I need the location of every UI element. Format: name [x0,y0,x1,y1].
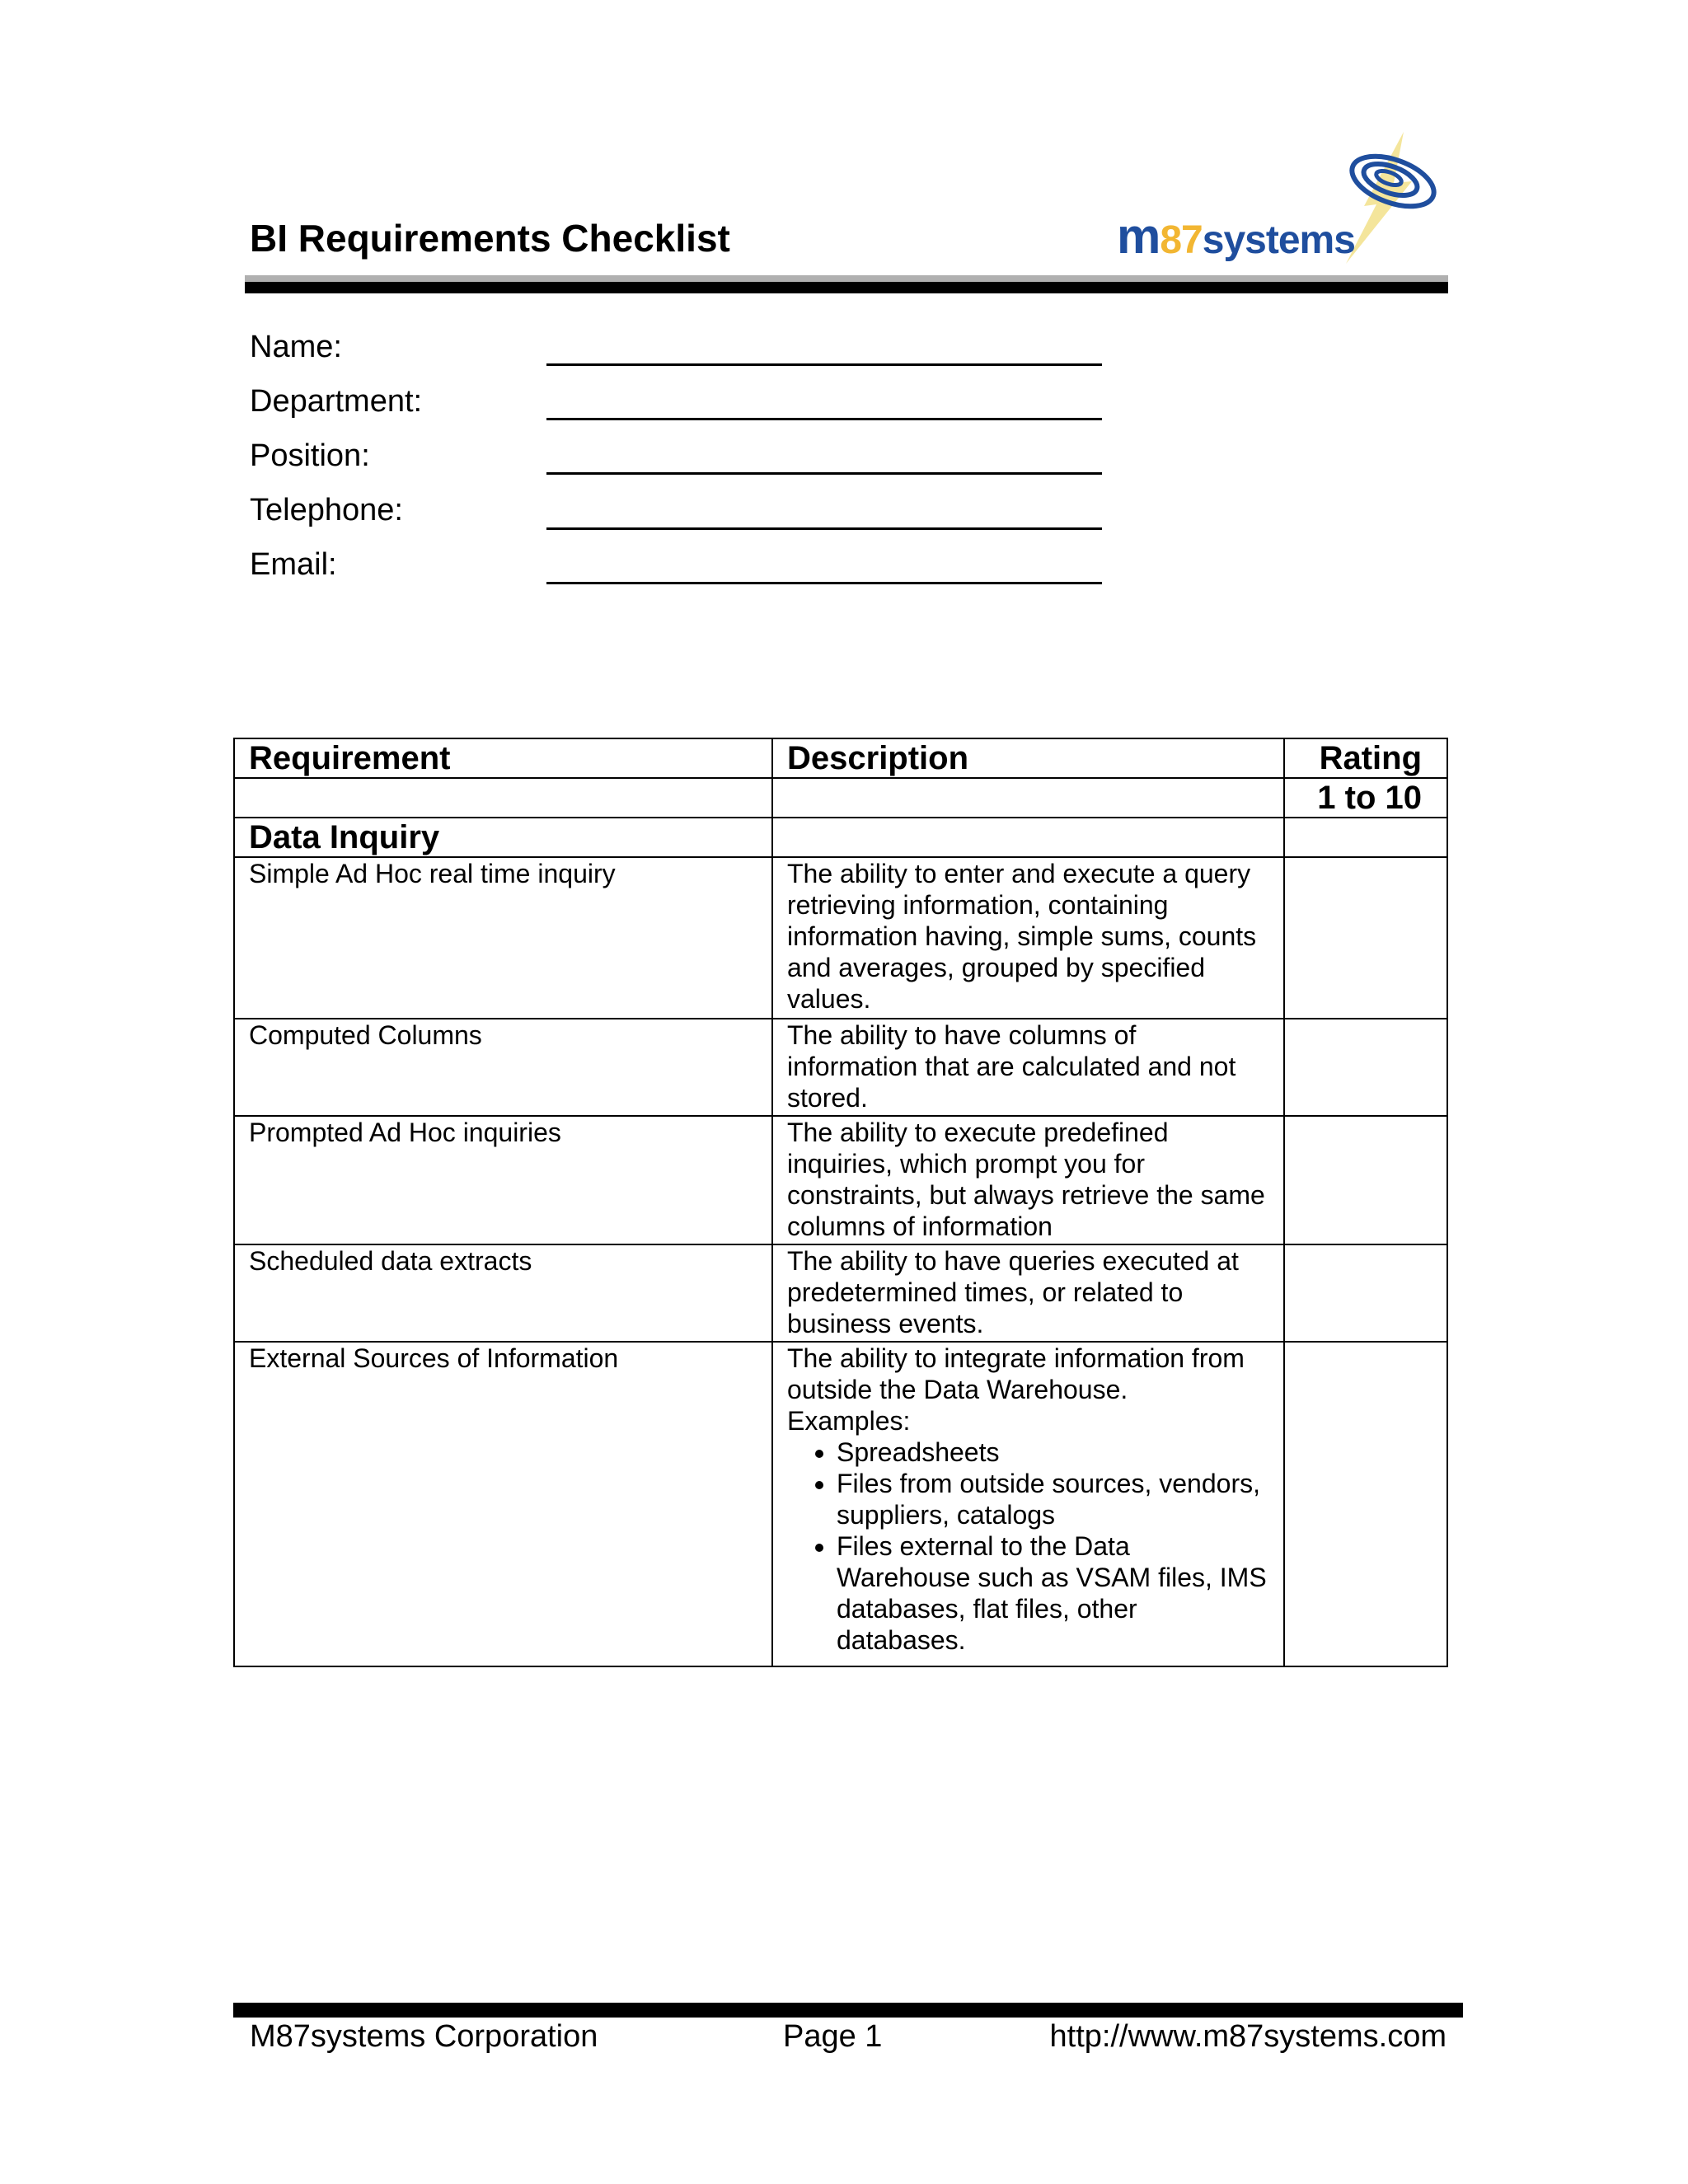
table-row [234,1342,1447,1666]
table-row [234,1019,1447,1116]
description-cell [772,1342,1284,1666]
requirement-cell: Scheduled data extracts [234,1244,772,1342]
rating-cell[interactable] [1284,1244,1447,1342]
table-cell [234,778,772,818]
logo-wordmark [1117,208,1355,265]
description-cell: The ability to execute predefined inquiries, which prompt you for constraints, but always retrieve the same columns of information [772,1116,1284,1244]
table-cell [772,818,1284,857]
list-item: • Files from outside sources, vendors, suppliers, catalogs [837,1468,1270,1530]
table-row [234,857,1447,1019]
examples-label: Examples: [787,1406,911,1436]
logo-systems: systems [1202,218,1355,262]
position-field[interactable] [546,472,1102,475]
section-title: Data Inquiry [234,818,772,857]
table-row [234,1244,1447,1342]
name-field[interactable] [546,363,1102,366]
document-title: BI Requirements Checklist [250,217,730,260]
department-label: Department: [250,384,423,419]
footer-company: M87systems Corporation [250,2019,598,2054]
rating-cell[interactable] [1284,1116,1447,1244]
table-cell [772,778,1284,818]
m87systems-logo [1117,132,1438,264]
table-header-row [234,738,1447,778]
rating-scale-header: 1 to 10 [1284,778,1447,818]
email-label: Email: [250,547,337,582]
header-rule [245,282,1448,293]
department-field[interactable] [546,418,1102,420]
description-text: The ability to integrate information from outside the Data Warehouse. [787,1343,1245,1404]
requirement-header: Requirement [234,738,772,778]
list-item: • Files external to the Data Warehouse such as VSAM files, IMS databases, flat files, other databases. [837,1530,1270,1656]
rating-cell[interactable] [1284,857,1447,1019]
requirements-table [233,738,1448,1667]
description-cell: The ability to have queries executed at predetermined times, or related to business events. [772,1244,1284,1342]
list-item: • Spreadsheets [837,1436,1270,1468]
rating-cell[interactable] [1284,1342,1447,1666]
rating-header: Rating [1284,738,1447,778]
description-cell: The ability to have columns of information that are calculated and not stored. [772,1019,1284,1116]
position-label: Position: [250,438,370,473]
footer-rule [233,2003,1463,2018]
telephone-label: Telephone: [250,493,403,527]
requirement-cell: Simple Ad Hoc real time inquiry [234,857,772,1019]
footer-url[interactable]: http://www.m87systems.com [1049,2019,1447,2054]
table-cell [1284,818,1447,857]
footer-page-number: Page 1 [783,2019,883,2054]
logo-digits: 87 [1160,218,1203,262]
description-cell: The ability to enter and execute a query retrieving information, containing information having, simple sums, counts and averages, grouped by specified values. [772,857,1284,1019]
requirement-cell: Computed Columns [234,1019,772,1116]
rating-cell[interactable] [1284,1019,1447,1116]
table-subheader-row [234,778,1447,818]
requirement-cell: Prompted Ad Hoc inquiries [234,1116,772,1244]
name-label: Name: [250,330,342,364]
logo-m: m [1117,209,1160,264]
table-row [234,1116,1447,1244]
requirement-cell: External Sources of Information [234,1342,772,1666]
examples-list [787,1436,1270,1656]
header-rule-shadow [245,275,1448,282]
email-field[interactable] [546,582,1102,584]
description-header: Description [772,738,1284,778]
telephone-field[interactable] [546,527,1102,530]
section-row [234,818,1447,857]
